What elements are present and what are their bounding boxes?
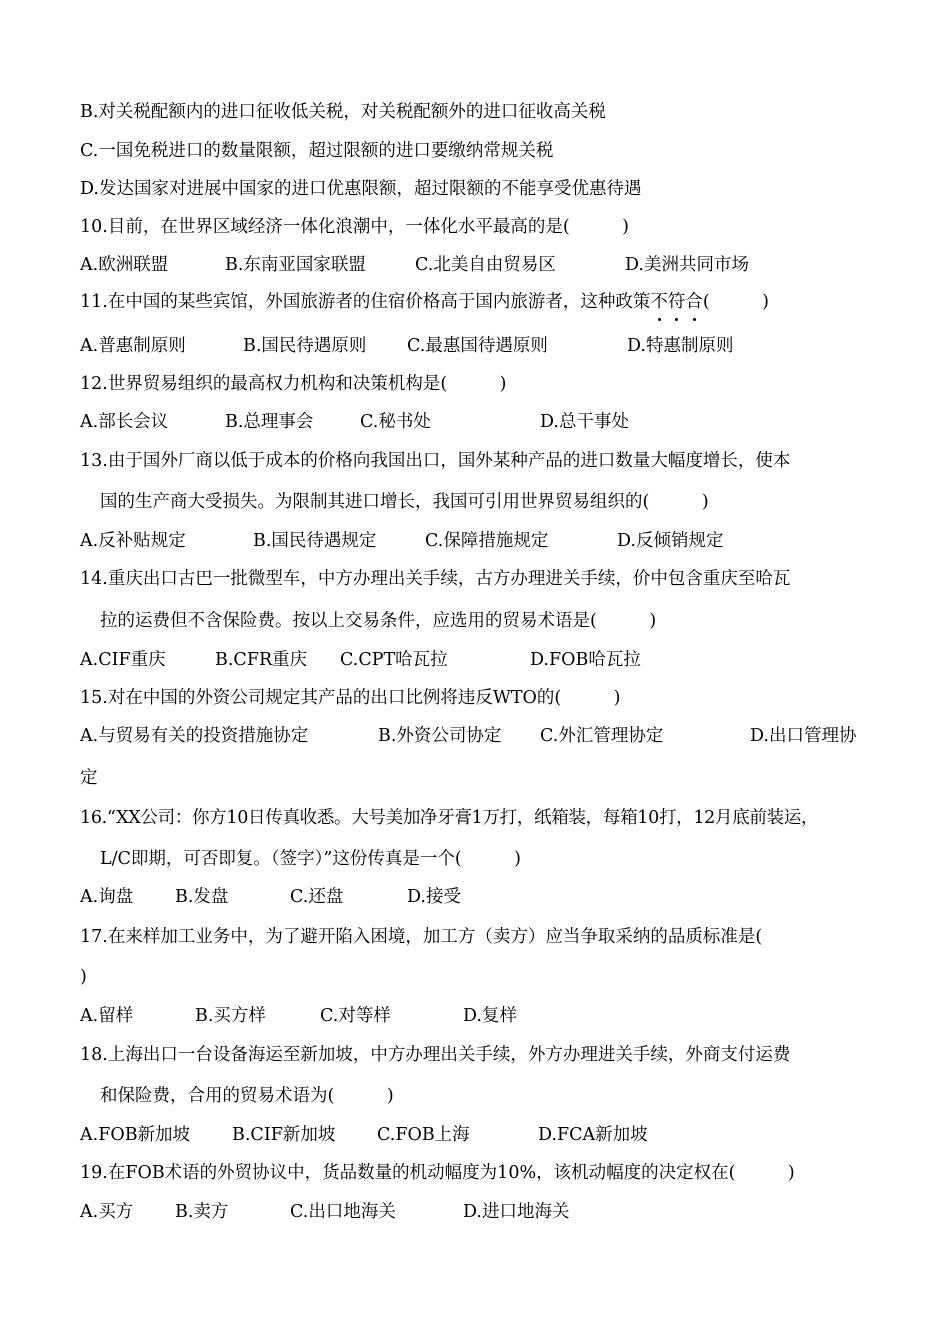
- q17-option-b: B.买方样: [195, 1006, 266, 1026]
- q18-option-d: D.FCA新加坡: [538, 1125, 648, 1145]
- q9-option-d: D.发达国家对进展中国家的进口优惠限额，超过限额的不能享受优惠待遇: [80, 179, 642, 199]
- q14-option-a: A.CIF重庆: [80, 650, 166, 670]
- question-18-line-1: 18.上海出口一台设备海运至新加坡，中方办理出关手续，外方办理进关手续，外商支付运费: [80, 1045, 791, 1065]
- q14-option-b: B.CFR重庆: [215, 650, 308, 670]
- q10-option-d: D.美洲共同市场: [625, 255, 749, 275]
- q9-option-c: C.一国免税进口的数量限额，超过限额的进口要缴纳常规关税: [80, 141, 554, 161]
- q13-option-c: C.保障措施规定: [425, 531, 549, 551]
- q17-option-a: A.留样: [80, 1006, 134, 1026]
- q17-option-d: D.复样: [463, 1006, 517, 1026]
- q18-option-a: A.FOB新加坡: [80, 1125, 191, 1145]
- q11-option-b: B.国民待遇原则: [243, 336, 367, 356]
- q15-option-d: D.出口管理协: [750, 726, 857, 746]
- q11-option-a: A.普惠制原则: [80, 336, 186, 356]
- q11-blank: ( ): [702, 292, 769, 312]
- question-13-line-2: 国的生产商大受损失。为限制其进口增长，我国可引用世界贸易组织的( ): [100, 492, 709, 512]
- q10-option-c: C.北美自由贸易区: [415, 255, 556, 275]
- question-16-line-1: 16.“XX公司：你方10日传真收悉。大号美加净牙膏1万打，纸箱装，每箱10打，12月底前装运，: [80, 808, 819, 828]
- q15-option-c: C.外汇管理协定: [540, 726, 664, 746]
- q10-option-a: A.欧洲联盟: [80, 255, 169, 275]
- q11-text: 11.在中国的某些宾馆，外国旅游者的住宿价格高于国内旅游者，这种政策: [80, 292, 651, 312]
- q18-option-b: B.CIF新加坡: [232, 1125, 336, 1145]
- q14-option-d: D.FOB哈瓦拉: [530, 650, 641, 670]
- question-13-line-1: 13.由于国外厂商以低于成本的价格向我国出口，国外某种产品的进口数量大幅度增长，使本: [80, 451, 791, 471]
- q16-option-a: A.询盘: [80, 887, 134, 907]
- question-15: 15.对在中国的外资公司规定其产品的出口比例将违反WTO的( ): [80, 688, 621, 708]
- q16-option-b: B.发盘: [175, 887, 229, 907]
- question-10: 10.目前，在世界区域经济一体化浪潮中，一体化水平最高的是( ): [80, 217, 629, 237]
- question-17-line-1: 17.在来样加工业务中，为了避开陷入困境，加工方（卖方）应当争取采纳的品质标准是(: [80, 927, 763, 947]
- q19-option-a: A.买方: [80, 1202, 134, 1222]
- q15-option-a: A.与贸易有关的投资措施协定: [80, 726, 309, 746]
- q19-option-b: B.卖方: [175, 1202, 229, 1222]
- q13-option-d: D.反倾销规定: [617, 531, 724, 551]
- q10-option-b: B.东南亚国家联盟: [225, 255, 366, 275]
- q12-option-c: C.秘书处: [360, 412, 431, 432]
- question-19: 19.在FOB术语的外贸协议中，货品数量的机动幅度为10%，该机动幅度的决定权在( ): [80, 1163, 795, 1183]
- question-16-line-2: L/C即期，可否即复。（签字）”这份传真是一个( ): [100, 849, 522, 869]
- q15-option-d-wrap: 定: [80, 768, 98, 788]
- q18-option-c: C.FOB上海: [377, 1125, 470, 1145]
- q17-option-c: C.对等样: [320, 1006, 391, 1026]
- q12-option-a: A.部长会议: [80, 412, 169, 432]
- question-12: 12.世界贸易组织的最高权力机构和决策机构是( ): [80, 374, 507, 394]
- question-17-line-2: ): [80, 967, 87, 987]
- q14-option-c: C.CPT哈瓦拉: [340, 650, 448, 670]
- q11-option-d: D.特惠制原则: [627, 336, 734, 356]
- question-11: [80, 290, 769, 314]
- q11-option-c: C.最惠国待遇原则: [407, 336, 548, 356]
- q12-option-b: B.总理事会: [225, 412, 314, 432]
- q9-option-b: B.对关税配额内的进口征收低关税，对关税配额外的进口征收高关税: [80, 102, 606, 122]
- q11-emphasis-3: 合: [685, 292, 703, 312]
- q11-emphasis-1: 不: [650, 292, 668, 312]
- question-18-line-2: 和保险费，合用的贸易术语为( ): [100, 1086, 394, 1106]
- q13-option-b: B.国民待遇规定: [253, 531, 377, 551]
- q15-option-b: B.外资公司协定: [378, 726, 502, 746]
- q19-option-d: D.进口地海关: [463, 1202, 570, 1222]
- question-14-line-1: 14.重庆出口古巴一批微型车，中方办理出关手续，古方办理进关手续，价中包含重庆至哈瓦: [80, 569, 791, 589]
- q11-emphasis-2: 符: [667, 292, 686, 312]
- q12-option-d: D.总干事处: [540, 412, 629, 432]
- q16-option-d: D.接受: [407, 887, 461, 907]
- q19-option-c: C.出口地海关: [290, 1202, 396, 1222]
- q13-option-a: A.反补贴规定: [80, 531, 186, 551]
- question-14-line-2: 拉的运费但不含保险费。按以上交易条件，应选用的贸易术语是( ): [100, 611, 657, 631]
- q16-option-c: C.还盘: [290, 887, 344, 907]
